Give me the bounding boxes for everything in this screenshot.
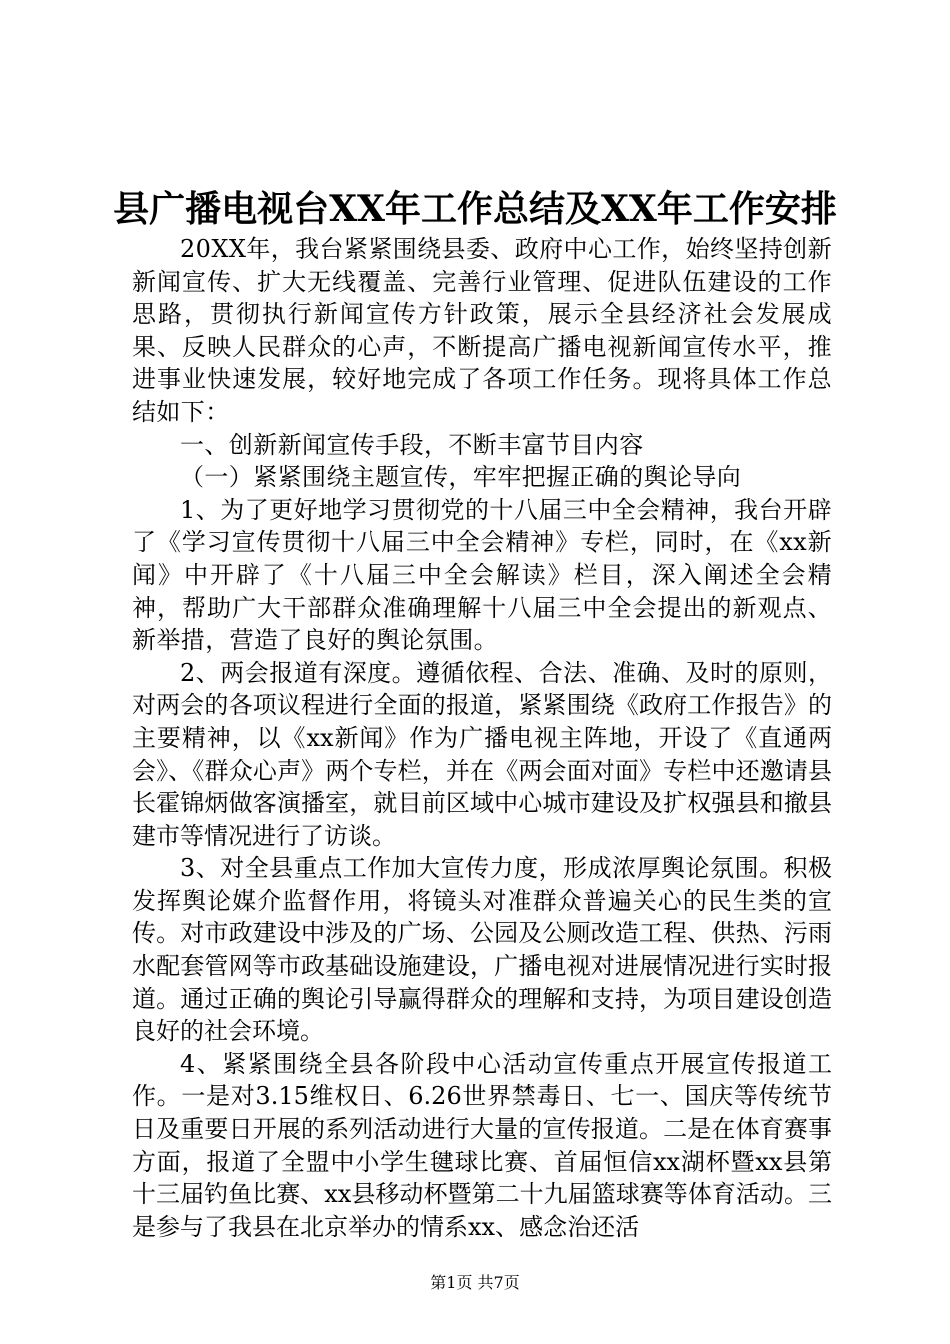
document-body: [132, 233, 832, 1243]
page-footer: 第1页 共7页: [430, 1273, 520, 1292]
paragraph-item-3: 3、对全县重点工作加大宣传力度，形成浓厚舆论氛围。积极发挥舆论媒介监督作用，将镜头对准群众普遍关心的民生类的宣传。对市政建设中涉及的广场、公园及公厕改造工程、供热、污雨水配套管网等市政基础设施建设，广播电视对进展情况进行实时报道。通过正确的舆论引导赢得群众的理解和支持，为项目建设创造良好的社会环境。: [132, 854, 832, 1046]
paragraph-item-1: 1、为了更好地学习贯彻党的十八届三中全会精神，我台开辟了《学习宣传贯彻十八届三中全会精神》专栏，同时，在《xx新闻》中开辟了《十八届三中全会解读》栏目，深入阐述全会精神，帮助广大干部群众准确理解十八届三中全会提出的新观点、新举措，营造了良好的舆论氛围。: [132, 495, 832, 655]
paragraph-intro: 20XX年，我台紧紧围绕县委、政府中心工作，始终坚持创新新闻宣传、扩大无线覆盖、完善行业管理、促进队伍建设的工作思路，贯彻执行新闻宣传方针政策，展示全县经济社会发展成果、反映人民群众的心声，不断提高广播电视新闻宣传水平，推进事业快速发展，较好地完成了各项工作任务。现将具体工作总结如下：: [132, 235, 832, 426]
section-heading-1: 一、创新新闻宣传手段，不断丰富节目内容: [180, 430, 644, 459]
paragraph-item-4: 4、紧紧围绕全县各阶段中心活动宣传重点开展宣传报道工作。一是对3.15维权日、6.26世界禁毒日、七一、国庆等传统节日及重要日开展的系列活动进行大量的宣传报道。二是在体育赛事方面，报道了全盟中小学生毽球比赛、首届恒信xx湖杯暨xx县第十三届钓鱼比赛、xx县移动杯暨第二十九届篮球赛等体育活动。三是参与了我县在北京举办的情系xx、感念治还活: [132, 1049, 832, 1241]
document-title: 县广播电视台XX年工作总结及XX年工作安排: [113, 188, 837, 230]
subsection-heading-1: （一）紧紧围绕主题宣传，牢牢把握正确的舆论导向: [180, 463, 742, 492]
paragraph-item-2: 2、两会报道有深度。遵循依程、合法、准确、及时的原则，对两会的各项议程进行全面的报道，紧紧围绕《政府工作报告》的主要精神，以《xx新闻》作为广播电视主阵地，开设了《直通两会》、《群众心声》两个专栏，并在《两会面对面》专栏中还邀请县长霍锦炳做客演播室，就目前区域中心城市建设及扩权强县和撤县建市等情况进行了访谈。: [132, 658, 832, 850]
